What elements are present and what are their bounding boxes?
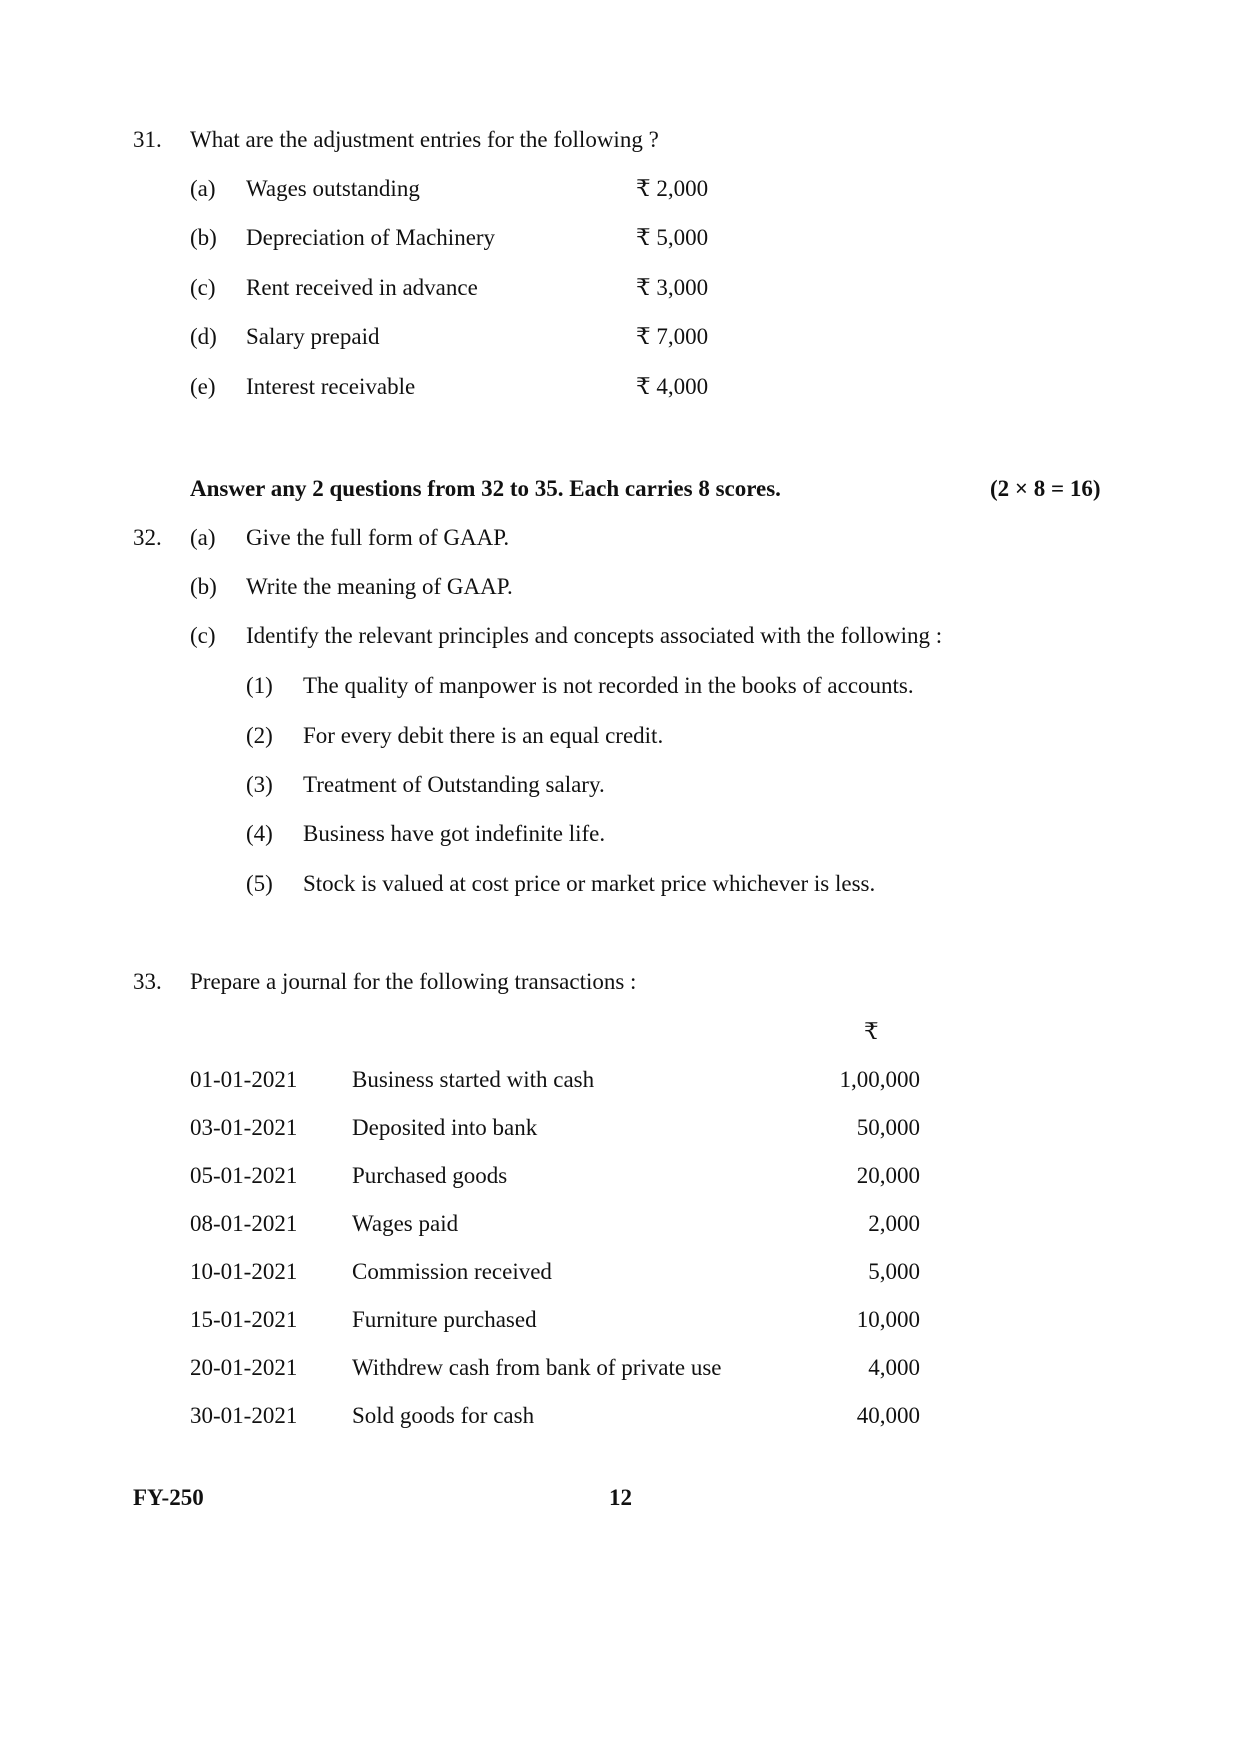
transaction-amount: 2,000 [868, 1211, 920, 1236]
item-text: Depreciation of Machinery [246, 225, 496, 250]
transaction-amount: 5,000 [868, 1259, 920, 1284]
transaction-amount: 10,000 [856, 1307, 920, 1332]
item-amount: ₹ 4,000 [636, 374, 709, 399]
transaction-date: 01-01-2021 [190, 1067, 298, 1092]
transaction-date: 15-01-2021 [190, 1307, 298, 1332]
subitem-text: The quality of manpower is not recorded in the books of accounts. [303, 673, 914, 698]
item-label: (e) [190, 374, 216, 399]
item-amount: ₹ 7,000 [636, 324, 709, 349]
transaction-description: Commission received [352, 1259, 552, 1284]
part-text: Write the meaning of GAAP. [246, 574, 513, 599]
transaction-date: 05-01-2021 [190, 1163, 298, 1188]
page-number: 12 [609, 1485, 632, 1510]
transaction-description: Purchased goods [352, 1163, 508, 1188]
item-label: (d) [190, 324, 217, 349]
subitem-label: (2) [246, 723, 273, 748]
transaction-description: Sold goods for cash [352, 1403, 535, 1428]
subitem-text: For every debit there is an equal credit. [303, 723, 664, 748]
transaction-date: 10-01-2021 [190, 1259, 298, 1284]
part-text: Give the full form of GAAP. [246, 525, 510, 550]
section-marks: (2 × 8 = 16) [990, 476, 1101, 501]
transaction-description: Deposited into bank [352, 1115, 538, 1140]
item-text: Rent received in advance [246, 275, 478, 300]
transaction-amount: 1,00,000 [839, 1067, 920, 1092]
item-label: (c) [190, 275, 216, 300]
part-label: (c) [190, 623, 216, 648]
currency-header: ₹ [864, 1019, 879, 1044]
item-text: Salary prepaid [246, 324, 380, 349]
question-33-text: Prepare a journal for the following transactions : [190, 969, 637, 994]
question-31-text: What are the adjustment entries for the following ? [190, 127, 659, 152]
part-text: Identify the relevant principles and concepts associated with the following : [246, 623, 943, 648]
item-label: (b) [190, 225, 217, 250]
transaction-date: 30-01-2021 [190, 1403, 298, 1428]
subitem-label: (3) [246, 772, 273, 797]
transaction-date: 03-01-2021 [190, 1115, 298, 1140]
transaction-date: 08-01-2021 [190, 1211, 298, 1236]
transaction-amount: 50,000 [856, 1115, 920, 1140]
transaction-amount: 40,000 [856, 1403, 920, 1428]
item-text: Interest receivable [246, 374, 416, 399]
subitem-label: (1) [246, 673, 273, 698]
question-31-number: 31. [133, 127, 162, 152]
subitem-text: Treatment of Outstanding salary. [303, 772, 605, 797]
item-label: (a) [190, 176, 216, 201]
item-text: Wages outstanding [246, 176, 420, 201]
transaction-amount: 20,000 [856, 1163, 920, 1188]
subitem-label: (4) [246, 821, 273, 846]
transaction-description: Furniture purchased [352, 1307, 537, 1332]
transaction-date: 20-01-2021 [190, 1355, 298, 1380]
section-instruction: Answer any 2 questions from 32 to 35. Each carries 8 scores. [190, 476, 781, 501]
question-32-number: 32. [133, 525, 162, 550]
footer-code: FY-250 [133, 1485, 204, 1510]
item-amount: ₹ 5,000 [636, 225, 709, 250]
part-label: (b) [190, 574, 217, 599]
transaction-description: Wages paid [352, 1211, 459, 1236]
transaction-description: Withdrew cash from bank of private use [352, 1355, 722, 1380]
item-amount: ₹ 2,000 [636, 176, 709, 201]
transaction-description: Business started with cash [352, 1067, 595, 1092]
subitem-text: Stock is valued at cost price or market price whichever is less. [303, 871, 876, 896]
subitem-text: Business have got indefinite life. [303, 821, 606, 846]
question-33-number: 33. [133, 969, 162, 994]
item-amount: ₹ 3,000 [636, 275, 709, 300]
part-label: (a) [190, 525, 216, 550]
subitem-label: (5) [246, 871, 273, 896]
transaction-amount: 4,000 [868, 1355, 920, 1380]
